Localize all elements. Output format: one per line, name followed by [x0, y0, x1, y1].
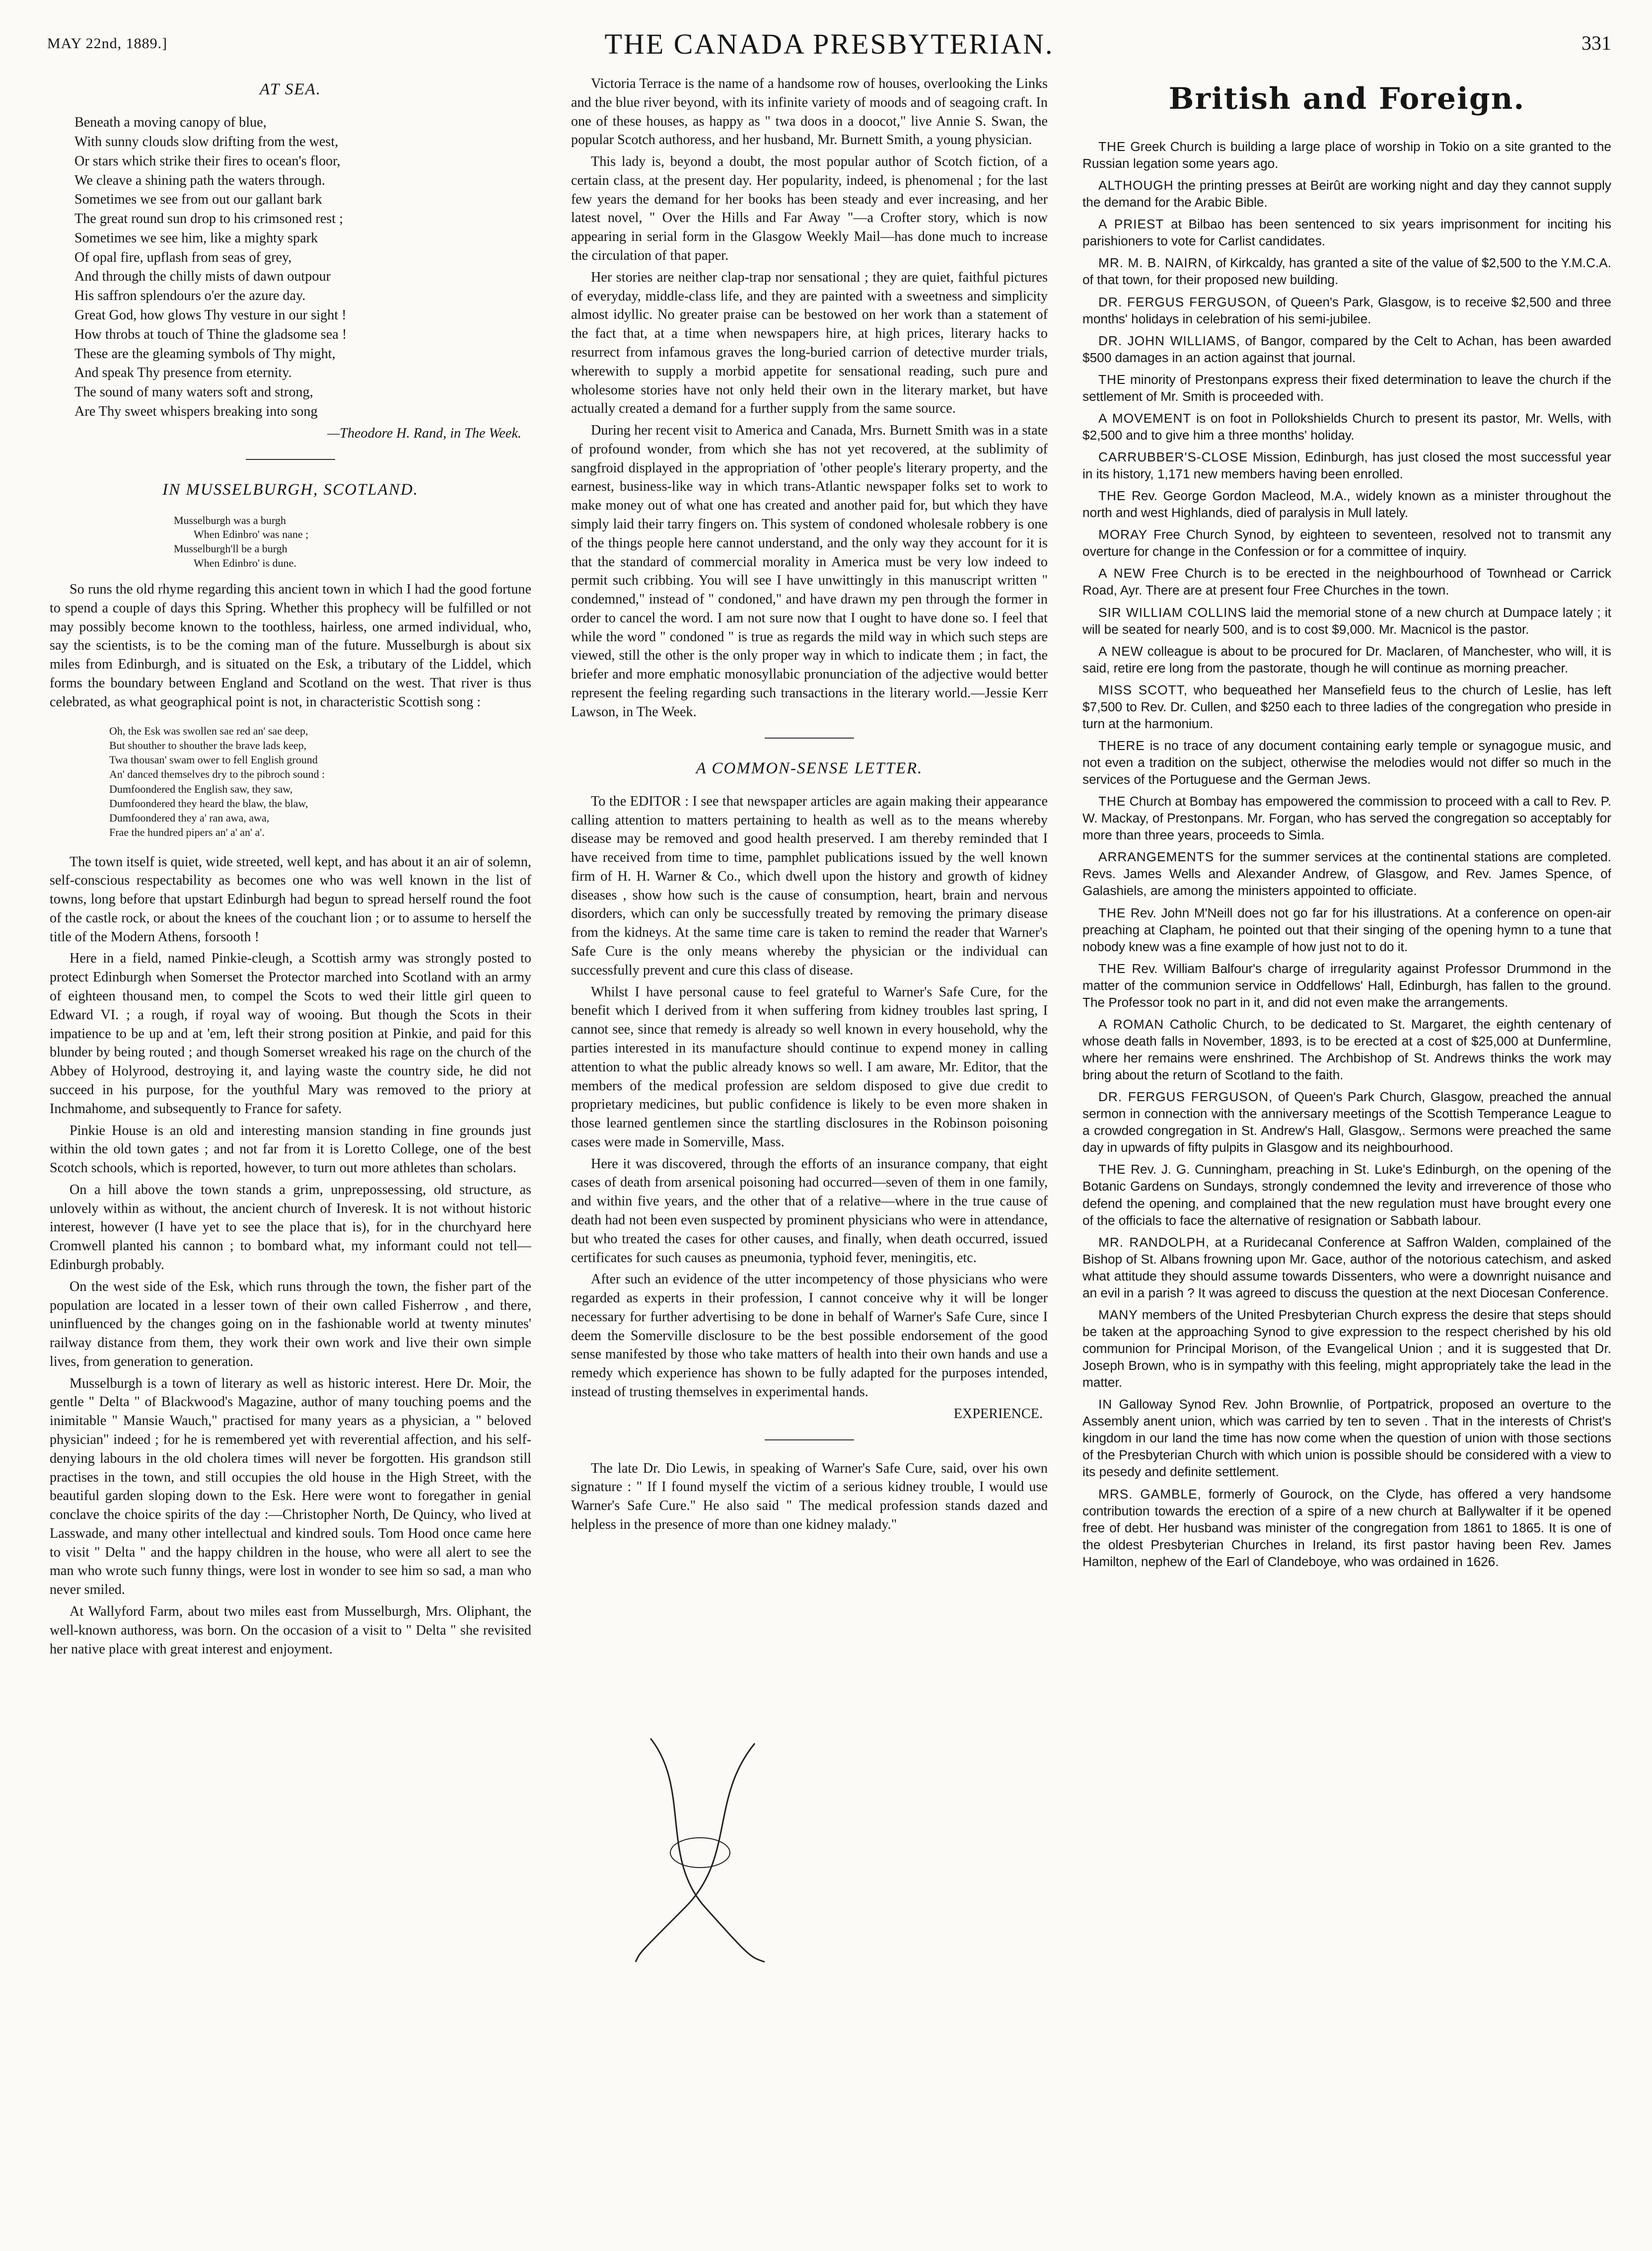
- article-paragraph: So runs the old rhyme regarding this ancient town in which I had the good fortune to spend a couple of days this Spring. Whether this prophecy will be fulfilled or not may possibly become known to the toothless, hairless, one armed individual, who, say the scientists, is to be the coming man of the future. Musselburgh is about six miles from Edinburgh, and is situated on the Esk, a tributary of the Liddel, which forms the boundary between England and Scotland on the west. That river is thus celebrated, as what geographical point is not, in characteristic Scottish song :: [50, 582, 531, 710]
- news-item: [1082, 1088, 1611, 1156]
- news-item-lead: MR. M. B. NAIRN,: [1098, 255, 1212, 271]
- column-right: [1082, 75, 1611, 2240]
- news-item-lead: ARRANGEMENTS: [1098, 849, 1215, 865]
- news-item: [1082, 848, 1611, 899]
- news-item: [1082, 604, 1611, 638]
- poem-line: With sunny clouds slow drifting from the west,: [74, 134, 339, 150]
- page-header: [47, 27, 1611, 67]
- issue-date: MAY 22nd, 1889.]: [47, 35, 168, 52]
- article-title: IN MUSSELBURGH, SCOTLAND.: [162, 480, 419, 499]
- article-paragraph: On a hill above the town stands a grim, unprepossessing, old structure, as unlovely within as without, the ancient church of Inveresk. It is not without historic interest, however (I have yet to see the place that is), for in the churchyard here Cromwell planted his cannon ; to bombard what, my informant could not tell—Edinburgh probably.: [50, 1182, 531, 1273]
- news-item: [1082, 681, 1611, 732]
- news-item-text: at a Ruridecanal Conference at Saffron Walden, complained of the Bishop of St. Albans frowning upon Mr. Gace, author of the notorious catechism, and asked what attitude they should assume towards Dissenters, who were a downright nuisance and an evil in a parish ? It was agreed to discuss the question at the next Diocesan Conference.: [1082, 1234, 1611, 1300]
- news-item-text: is on foot in Pollokshields Church to present its pastor, Mr. Wells, with $2,500 and to give him a three months' holiday.: [1082, 410, 1611, 443]
- masthead: THE CANADA PRESBYTERIAN.: [604, 28, 1054, 60]
- news-item: [1082, 177, 1611, 211]
- section-divider: [765, 1439, 854, 1440]
- rhyme-line: When Edinbro' was nane ;: [194, 528, 309, 541]
- news-item-text: of Kirkcaldy, has granted a site of the value of $2,500 to the Y.M.C.A. of that town, for their proposed new building.: [1082, 255, 1611, 288]
- news-item-lead: THE: [1098, 372, 1126, 387]
- article-paragraph: At Wallyford Farm, about two miles east from Musselburgh, Mrs. Oliphant, the well-known authoress, was born. On the occasion of a visit to " Delta " she revisited her native place with great interest and enjoyment.: [50, 1604, 531, 1657]
- news-item: [1082, 643, 1611, 676]
- news-item: [1082, 487, 1611, 521]
- poem-line: Sometimes we see him, like a mighty spark: [74, 230, 318, 246]
- poem-line: The sound of many waters soft and strong,: [74, 384, 313, 400]
- old-rhyme: [174, 514, 531, 570]
- news-item-lead: A PRIEST: [1098, 217, 1164, 232]
- news-item-text: Greek Church is building a large place of worship in Tokio on a site granted to the Russian legation some years ago.: [1082, 139, 1611, 171]
- news-item-lead: SIR WILLIAM COLLINS: [1098, 604, 1247, 620]
- rhyme-line: Musselburgh'll be a burgh: [174, 542, 287, 555]
- article-paragraph: This lady is, beyond a doubt, the most popular author of Scotch fiction, of a certain class, at the present day. Her popularity, indeed, is phenomenal ; for the last few years the demand for her books has been steady and ever increasing, and her latest novel, " Over the Hills and Far Away "—a Crofter story, which is now appearing in serial form in the Glasgow Weekly Mail—has done much to increase the circulation of that paper.: [571, 154, 1048, 264]
- poem-line: The great round sun drop to his crimsoned rest ;: [74, 211, 343, 227]
- rhyme-line: Musselburgh was a burgh: [174, 514, 286, 526]
- news-item-text: at Bilbao has been sentenced to six years imprisonment for inciting his parishioners to vote for Carlist candidates.: [1082, 217, 1611, 249]
- article-paragraph: The town itself is quiet, wide streeted, well kept, and has about it an air of solemn, self-conscious respectability as becomes one who was well known in the list of towns, long before that upstart Edinburgh had begun to spread herself round the foot of the castle rock, or about the knees of the couchant lion ; or to assume to herself the title of the Modern Athens, forsooth !: [50, 854, 531, 945]
- news-item: [1082, 904, 1611, 955]
- section-divider: [246, 459, 335, 460]
- poem-line: Sometimes we see from out our gallant bark: [74, 192, 322, 208]
- news-item-text: Rev. J. G. Cunningham, preaching in St. Luke's Edinburgh, on the opening of the Botanic Gardens on Sundays, strongly condemned the levity and irreverence of those who defend the opening, and complained that the new regulation must have brought every one of the officials to face the alternative of resignation or Sabbath labour.: [1082, 1162, 1611, 1228]
- news-item-text: minority of Prestonpans express their fixed determination to leave the church if the settlement of Mr. Smith is proceeded with.: [1082, 372, 1611, 404]
- article-paragraph: Pinkie House is an old and interesting mansion standing in fine grounds just within the old town gates ; and not far from it is Loretto College, one of the best Scotch schools, which is reported, however, to turn out more athletes than scholars.: [50, 1123, 531, 1176]
- news-item-lead: MANY: [1098, 1307, 1138, 1322]
- news-item: [1082, 1016, 1611, 1083]
- news-item-text: Rev. John M'Neill does not go far for his illustrations. At a conference on open-air preaching at Clapham, he pointed out that their singing of the opening hymn to a tune that nobody knew was a fine example of how just not to do it.: [1082, 905, 1611, 954]
- song-line: Dumfoondered the English saw, they saw,: [109, 782, 293, 795]
- poem-line: And through the chilly mists of dawn outpour: [74, 269, 331, 285]
- song-line: Dumfoondered they heard the blaw, the blaw,: [109, 797, 308, 810]
- poem-attribution: —Theodore H. Rand, in The Week.: [327, 425, 521, 441]
- news-item-lead: MRS. GAMBLE,: [1098, 1486, 1202, 1501]
- poem-at-sea: [74, 113, 531, 421]
- news-item-lead: DR. FERGUS FERGUSON,: [1098, 294, 1271, 309]
- news-item-text: the printing presses at Beirût are working night and day they cannot supply the demand for the Arabic Bible.: [1082, 178, 1611, 210]
- poem-line: Great God, how glows Thy vesture in our sight !: [74, 307, 347, 323]
- section-divider: [765, 738, 854, 739]
- song-line: Frae the hundred pipers an' a' an' a'.: [109, 826, 265, 839]
- letter-paragraph: After such an evidence of the utter incompetency of those physicians who were regarded as experts in their profession, I cannot conceive why it will be longer necessary for further advertising to be done in behalf of Warner's Safe Cure, since I deem the Somerville disclosure to be the best possible endorsement of the good sense manifested by those who take matters of health into their own hands and use a remedy which experience has shown to be fully adapted for the purposes intended, instead of trusting themselves in experimental hands.: [571, 1272, 1048, 1400]
- article-paragraph: Her stories are neither clap-trap nor sensational ; they are quiet, faithful pictures of everyday, middle-class life, and they are painted with a sweetness and simplicity almost idyllic. No greater praise can be bestowed on her work than a statement of the fact that, at a time when newspapers hire, at high prices, literary hacks to resurrect from infamous graves the long-buried carrion of detective murder trials, wherewith to supply a morbid appetite for sensational reading, such pure and wholesome stories have not only held their own in the literary market, but have actually created a demand for a further supply from the same source.: [571, 269, 1048, 417]
- letter-paragraph: The late Dr. Dio Lewis, in speaking of Warner's Safe Cure, said, over his own signature : " If I found myself the victim of a serious kidney trouble, I would use Warner's Safe Cure." He also said " The medical profession stands dazed and helpless in the presence of more than one kidney malady.": [571, 1460, 1048, 1532]
- news-item-lead: MISS SCOTT,: [1098, 682, 1188, 697]
- poem-line: Or stars which strike their fires to ocean's floor,: [74, 153, 341, 169]
- poem-line: These are the gleaming symbols of Thy might,: [74, 346, 336, 362]
- poem-line: Of opal fire, upflash from seas of grey,: [74, 249, 292, 265]
- news-item-lead: THE: [1098, 488, 1126, 504]
- poem-line: Beneath a moving canopy of blue,: [74, 115, 267, 131]
- poem-title: AT SEA.: [259, 80, 321, 98]
- letter-paragraph: Whilst I have personal cause to feel grateful to Warner's Safe Cure, for the benefit which I derived from it when suffering from kidney troubles last spring, I cannot see, since that remedy is already so well known in every household, why the parties interested in its manufacture should continue to expend money in calling attention to what the public already knows so well. I am aware, Mr. Editor, that the members of the medical profession are seldom disposed to give due credit to proprietary medicines, but public confidence is likely to be even more shaken in those learned gentlemen since the startling disclosures in the Robinson poisoning cases were made in Somerville, Mass.: [571, 984, 1048, 1150]
- song-line: Oh, the Esk was swollen sae red an' sae deep,: [109, 724, 308, 737]
- news-item-text: Church at Bombay has empowered the commission to proceed with a call to Rev. P. W. Mackay, of Prestonpans. Mr. Forgan, who has served the congregation so acceptably for more than three years, proceeds to Simla.: [1082, 794, 1611, 843]
- news-item-text: for the summer services at the continental stations are completed. Revs. James Wells and Alexander Andrew, of Glasgow, and Rev. James Spence, of Galashiels, are among the ministers appointed to officiate.: [1082, 849, 1611, 899]
- news-item: [1082, 332, 1611, 366]
- news-item-lead: THE: [1098, 961, 1126, 976]
- news-item: [1082, 294, 1611, 327]
- news-item: [1082, 1161, 1611, 1228]
- news-item-lead: MR. RANDOLPH,: [1098, 1234, 1210, 1250]
- news-item-text: colleague is about to be procured for Dr. Maclaren, of Manchester, who will, it is said, retire ere long from the pastorate, though he will continue as morning preacher.: [1082, 643, 1611, 675]
- poem-line: And speak Thy presence from eternity.: [74, 365, 292, 381]
- news-item-lead: IN: [1098, 1397, 1113, 1412]
- cancellation-mark: [631, 1728, 770, 1967]
- article-paragraph: Here in a field, named Pinkie-cleugh, a Scottish army was strongly posted to protect Edinburgh when Somerset the Protector marched into Scotland with an army of eighteen thousand men, to compel the Scots to wed their little girl queen to Edward VI. ; a rough, if royal way of wooing. But though the Scots in their impatience to be up and at 'em, left their strong position at Pinkie, and paid for this blunder by being routed ; and though Somerset wreaked his rage on the church of the Abbey of Holyrood, destroying it, and laying waste the country side, he did not succeed in his purpose, for the youthful Mary was removed to the priory at Inchmahome, and subsequently to France for safety.: [50, 951, 531, 1117]
- news-item-text: Rev. George Gordon Macleod, M.A., widely known as a minister throughout the north and west Highlands, died of paralysis in Mull lately.: [1082, 488, 1611, 521]
- letter-paragraph: To the EDITOR : I see that newspaper articles are again making their appearance calling attention to matters pertaining to health as well as to the means whereby disease may be removed and good health preserved. I am thereby reminded that I have received from time to time, pamphlet publications issued by the well known firm of H. H. Warner & Co., which dwell upon the history and growth of kidney diseases , show how such is the cause of consumption, heart, brain and nervous disorders, which can only be successfully treated by removing the primary disease from the kidneys. At the same time care is taken to remind the reader that Warner's Safe Cure is the only means whereby the physician or the individual can successfully prevent and cure this class of disease.: [571, 793, 1048, 978]
- song-line: But shouther to shouther the brave lads keep,: [109, 739, 307, 751]
- news-item: [1082, 565, 1611, 599]
- news-item-text: is no trace of any document containing early temple or synagogue music, and not even a tradition on the subject, otherwise the melodies would not differ so much in the services of the Portuguese and the German Jews.: [1082, 738, 1611, 787]
- news-item-lead: A ROMAN: [1098, 1016, 1164, 1032]
- news-item-lead: CARRUBBER'S-CLOSE: [1098, 450, 1248, 464]
- news-item: [1082, 1396, 1611, 1480]
- poem-line: Are Thy sweet whispers breaking into song: [74, 403, 318, 419]
- news-item: [1082, 138, 1611, 172]
- news-item-text: Free Church is to be erected in the neighbourhood of Townhead or Carrick Road, Ayr. There are at present four Free Churches in the town.: [1082, 566, 1611, 598]
- news-item-lead: A MOVEMENT: [1098, 410, 1192, 426]
- section-title: British and Foreign.: [1168, 81, 1525, 116]
- letter-signature: EXPERIENCE.: [953, 1406, 1043, 1422]
- news-item: [1082, 1234, 1611, 1301]
- news-item-text: of Queen's Park Church, Glasgow, preached the annual sermon in connection with the anniversary meetings of the Scottish Temperance League to a crowded congregation in St. Andrew's Hall, Glasgow,. Sermons were preached the same day in upwards of fifty pulpits in Glasgow and its neighbourhood.: [1082, 1089, 1611, 1155]
- news-item-text: Free Church Synod, by eighteen to seventeen, resolved not to transmit any overture for change in the Confession or for a committee of inquiry.: [1082, 527, 1611, 559]
- article-paragraph: Musselburgh is a town of literary as well as historic interest. Here Dr. Moir, the gentle " Delta " of Blackwood's Magazine, author of many touching poems and the inimitable " Mansie Wauch," practised for many years as a physician, a " beloved physician" indeed ; for he is remembered yet with reverential affection, and his self-denying labours in the old cholera times will never be forgotten. His grandson still practises in the town, and still occupies the old house in the High Street, with the beautiful garden sloping down to the Esk. Here were wont to foregather in genial conclave the choice spirits of the day :—Christopher North, De Quincy, who lived at Lasswade, and many other intellectual and kindred souls. Tom Hood once came here to visit " Delta " and the happy children in the house, who were all alert to see the man who wrote such funny things, were lost in wonder to see him so sad, a man who never smiled.: [50, 1375, 531, 1598]
- poem-line: His saffron splendours o'er the azure day.: [74, 288, 306, 304]
- news-item-text: Galloway Synod Rev. John Brownlie, of Portpatrick, proposed an overture to the Assembly anent union, which was carried by ten to seven . That in the interests of Christ's kingdom in our land the time has now come when the question of union with those sections of the Presbyterian Church with which union is possible should be considered with a view to its pesedy and definite settlement.: [1082, 1397, 1611, 1480]
- news-item-lead: ALTHOUGH: [1098, 178, 1174, 193]
- news-item-text: Mission, Edinburgh, has just closed the most successful year in its history, 1,171 new members having been enrolled.: [1082, 450, 1611, 482]
- news-item-text: of Bangor, compared by the Celt to Achan, has been awarded $500 damages in an action against that journal.: [1082, 333, 1611, 365]
- news-item: [1082, 371, 1611, 405]
- news-item: [1082, 1306, 1611, 1391]
- news-item: [1082, 793, 1611, 843]
- article-paragraph: On the west side of the Esk, which runs through the town, the fisher part of the population are located in a lesser town of their own called Fisherrow , and there, uninfluenced by the changes going on in the fashionable world at twenty minutes' railway distance from them, they work their own work and live their own simple lives, from generation to generation.: [50, 1278, 531, 1369]
- news-item-text: who bequeathed her Mansefield feus to the church of Leslie, has left $7,500 to Rev. Dr. Cullen, and $250 each to three ladies of the congregation who preside in turn at the harmonium.: [1082, 682, 1611, 731]
- poem-line: We cleave a shining path the waters through.: [74, 172, 325, 188]
- news-item: [1082, 960, 1611, 1011]
- news-item-lead: MORAY: [1098, 527, 1148, 542]
- news-item-text: Catholic Church, to be dedicated to St. Margaret, the eighth centenary of whose death falls in November, 1893, is to be erected at a cost of $25,000 at Dunfermline, where her remains were enshrined. The Archbishop of St. Andrews thinks the work may bring about the return of Scotland to the faith.: [1082, 1016, 1611, 1083]
- news-item-lead: A NEW: [1098, 566, 1146, 581]
- news-item: [1082, 449, 1611, 482]
- news-item-lead: THERE: [1098, 738, 1145, 753]
- news-item-text: formerly of Gourock, on the Clyde, has offered a very handsome contribution towards the erection of a spire of a new church at Ballywalter if it be opened free of debt. Her husband was minister of the congregation from 1861 to 1865. It is one of the oldest Presbyterian Churches in Ireland, its first pastor having been Rev. James Hamilton, nephew of the Earl of Clandeboye, who was ordained in 1626.: [1082, 1486, 1611, 1569]
- page-number: 331: [1581, 32, 1611, 54]
- letter-paragraph: Here it was discovered, through the efforts of an insurance company, that eight cases of death from arsenical poisoning had occurred—seven of them in one family, and within five years, and the other that of a relative—where in the true cause of death had not been even suspected by prominent physicians who were in attendance, but who treated the cases for other causes, and finally, when death occurred, issued certificates for such causes as pneumonia, typhoid fever, meningitis, etc.: [571, 1156, 1048, 1266]
- news-item: [1082, 526, 1611, 560]
- letter-title: A COMMON-SENSE LETTER.: [696, 759, 923, 777]
- song-line: An' danced themselves dry to the pibroch sound :: [109, 768, 325, 781]
- news-item-text: laid the memorial stone of a new church at Dumpace lately ; it will be seated for nearly 500, and is to cost $9,000. Mr. Macnicol is the pastor.: [1082, 604, 1611, 637]
- article-paragraph: During her recent visit to America and Canada, Mrs. Burnett Smith was in a state of profound wonder, from which she has not yet recovered, at the sublimity of sangfroid displayed in the appropriation of 'other people's literary property, and the earnest, business-like way in which trans-Atlantic newspaper folks set to work to make money out of what one has created and another paid for, but which they have simply laid their tarry fingers on. This system of condoned wholesale robbery is one of the things people here cannot understand, and the only way they account for it is that the standard of commercial morality in America must be very low indeed to permit such cribbing. You will see I have unwittingly in this manuscript written " condemned," instead of " condoned," and have drawn my pen through the former in order to cancel the word. I am not sure now that I ought to have done so. I feel that while the word " condoned " is true as regards the mild way in which such steps are viewed, still the other is the only proper way in which to indicate them ; in fact, the briefer and more emphatic monosyllabic pronunciation of the adjective would better represent the feeling regarding such transactions in the literary world.—Jessie Kerr Lawson, in The Week.: [571, 423, 1048, 720]
- rhyme-line: When Edinbro' is dune.: [194, 556, 296, 569]
- news-item-lead: DR. FERGUS FERGUSON,: [1098, 1089, 1273, 1105]
- news-item-text: Rev. William Balfour's charge of irregularity against Professor Drummond in the matter of the communion service in Oddfellows' Hall, Edinburgh, has fallen to the ground. The Professor took no part in it, and did not even make the arrangements.: [1082, 961, 1611, 1010]
- news-item-lead: THE: [1098, 794, 1126, 809]
- news-item-lead: THE: [1098, 905, 1126, 920]
- poem-line: How throbs at touch of Thine the gladsome sea !: [74, 326, 347, 342]
- news-item-lead: A NEW: [1098, 643, 1144, 659]
- news-item: [1082, 216, 1611, 249]
- song-line: Twa thousan' swam ower to fell English ground: [109, 753, 318, 766]
- song-line: Dumfoondered they a' ran awa, awa,: [109, 812, 270, 825]
- news-item: [1082, 1486, 1611, 1570]
- news-item-lead: DR. JOHN WILLIAMS,: [1098, 333, 1240, 348]
- news-item: [1082, 410, 1611, 444]
- news-item: [1082, 737, 1611, 788]
- news-item-lead: THE: [1098, 139, 1126, 154]
- news-item-text: members of the United Presbyterian Church express the desire that steps should be taken at the approaching Synod to give expression to the respect cherished by his old communion for Principal Morison, of the Evangelical Union ; and it is suggested that Dr. Joseph Brown, who is in sympathy with this feeling, might appropriately take the lead in the matter.: [1082, 1307, 1611, 1390]
- article-paragraph: Victoria Terrace is the name of a handsome row of houses, overlooking the Links and the blue river beyond, with its infinite variety of moods and of seagoing craft. In one of these houses, as happy as " twa doos in a doocot," live Annie S. Swan, the popular Scotch authoress, and her husband, Mr. Burnett Smith, a young physician.: [571, 76, 1048, 148]
- column-left: [50, 75, 531, 2240]
- news-items: [1082, 138, 1611, 1570]
- news-item: [1082, 254, 1611, 288]
- scottish-song: [109, 724, 531, 840]
- news-item-lead: THE: [1098, 1162, 1126, 1177]
- news-item-text: of Queen's Park, Glasgow, is to receive $2,500 and three months' holidays in celebration of his semi-jubilee.: [1082, 294, 1611, 326]
